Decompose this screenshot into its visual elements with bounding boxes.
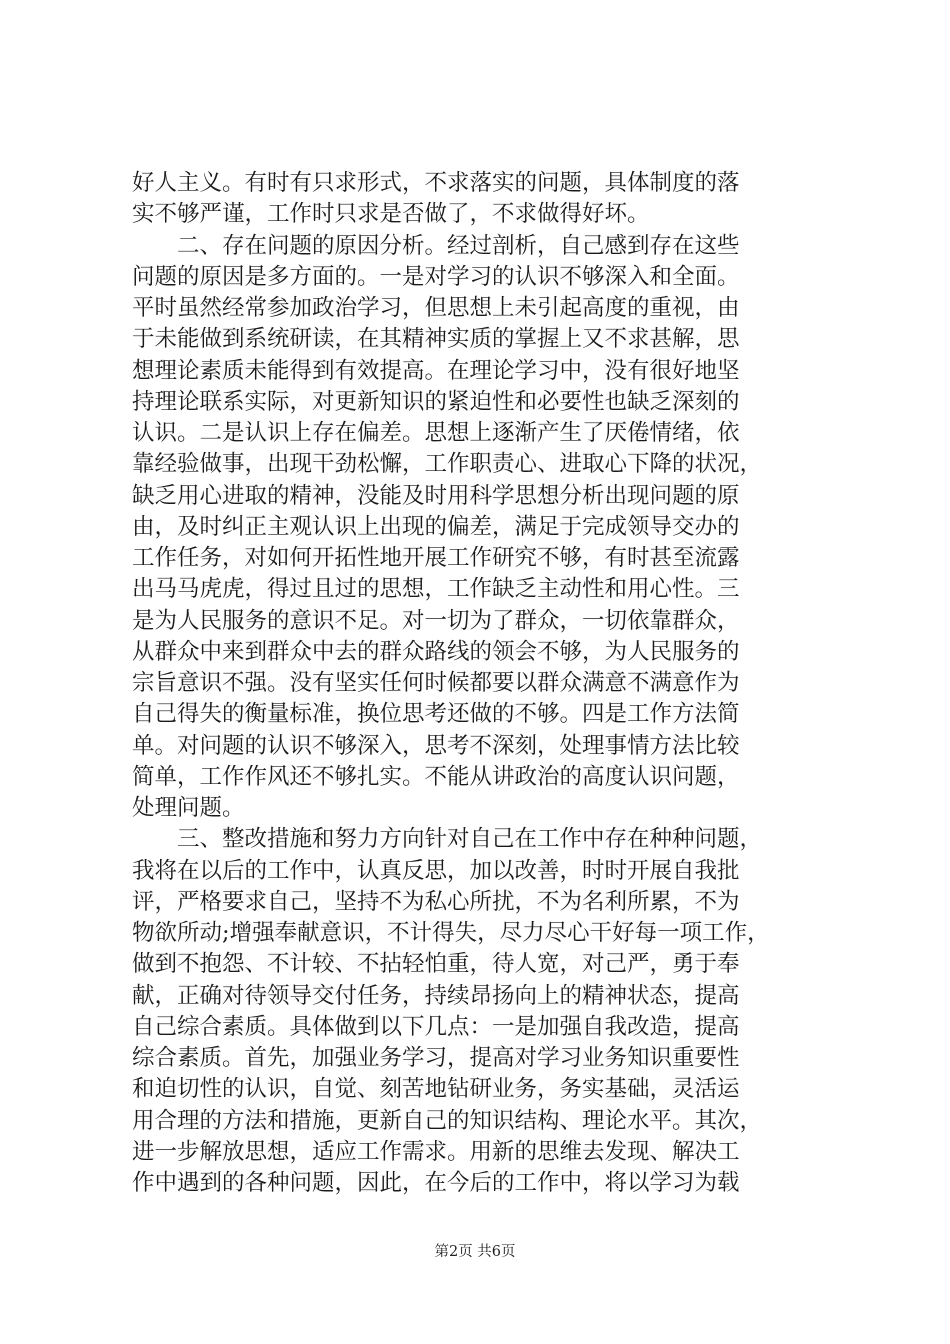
text-line: 处理问题。 xyxy=(132,795,245,821)
text-line: 自己得失的衡量标准，换位思考还做的不够。四是工作方法简 xyxy=(132,701,740,728)
text-line: 宗旨意识不强。没有坚实任何时候都要以群众满意不满意作为 xyxy=(132,670,740,696)
section-heading-line: 三、整改措施和努力方向针对自己在工作中存在种种问题， xyxy=(177,826,763,853)
text-line: 用合理的方法和措施，更新自己的知识结构、理论水平。其次， xyxy=(132,1107,763,1134)
text-line: 靠经验做事，出现干劲松懈，工作职责心、进取心下降的状况， xyxy=(132,451,763,478)
text-line: 物欲所动;增强奉献意识，不计得失，尽力尽心干好每一项工作， xyxy=(132,920,770,946)
text-line: 进一步解放思想，适应工作需求。用新的思维去发现、解决工 xyxy=(132,1138,740,1165)
text-line: 从群众中来到群众中去的群众路线的领会不够，为人民服务的 xyxy=(132,638,740,665)
text-line: 自己综合素质。具体做到以下几点：一是加强自我改造，提高 xyxy=(132,1013,740,1040)
text-line: 平时虽然经常参加政治学习，但思想上未引起高度的重视，由 xyxy=(132,295,740,321)
document-body xyxy=(132,168,832,1199)
text-line: 评，严格要求自己，坚持不为私心所扰，不为名利所累，不为 xyxy=(132,888,740,915)
text-line: 实不够严谨，工作时只求是否做了，不求做得好坏。 xyxy=(132,201,650,228)
text-line: 好人主义。有时有只求形式，不求落实的问题，具体制度的落 xyxy=(132,170,740,196)
text-line: 工作任务，对如何开拓性地开展工作研究不够，有时甚至流露 xyxy=(132,545,740,571)
text-line: 综合素质。首先，加强业务学习，提高对学习业务知识重要性 xyxy=(132,1045,740,1071)
text-line: 是为人民服务的意识不足。对一切为了群众，一切依靠群众， xyxy=(132,607,740,634)
text-line: 献，正确对待领导交付任务，持续昂扬向上的精神状态，提高 xyxy=(132,982,740,1009)
text-line: 缺乏用心进取的精神，没能及时用科学思想分析出现问题的原 xyxy=(132,482,740,509)
page-number-footer: 第2页 共6页 xyxy=(434,1244,516,1260)
text-line: 认识。二是认识上存在偏差。思想上逐渐产生了厌倦情绪，依 xyxy=(132,420,740,446)
text-line: 想理论素质未能得到有效提高。在理论学习中，没有很好地坚 xyxy=(132,357,740,384)
text-line: 作中遇到的各种问题，因此，在今后的工作中，将以学习为载 xyxy=(132,1170,740,1196)
text-line: 出马马虎虎，得过且过的思想，工作缺乏主动性和用心性。三 xyxy=(132,576,740,603)
text-line: 简单，工作作风还不够扎实。不能从讲政治的高度认识问题， xyxy=(132,763,740,790)
text-line: 由，及时纠正主观认识上出现的偏差，满足于完成领导交办的 xyxy=(132,513,740,540)
text-line: 我将在以后的工作中，认真反思，加以改善，时时开展自我批 xyxy=(132,857,740,884)
text-line: 于未能做到系统研读，在其精神实质的掌握上又不求甚解，思 xyxy=(132,326,740,353)
text-line: 持理论联系实际，对更新知识的紧迫性和必要性也缺乏深刻的 xyxy=(132,388,740,415)
text-line: 做到不抱怨、不计较、不拈轻怕重，待人宽，对己严，勇于奉 xyxy=(132,951,740,978)
text-line: 和迫切性的认识，自觉、刻苦地钻研业务，务实基础，灵活运 xyxy=(132,1076,740,1103)
text-line: 问题的原因是多方面的。一是对学习的认识不够深入和全面。 xyxy=(132,263,740,290)
section-heading-line: 二、存在问题的原因分析。经过剖析，自己感到存在这些 xyxy=(177,232,740,259)
text-line: 单。对问题的认识不够深入，思考不深刻，处理事情方法比较 xyxy=(132,732,740,759)
